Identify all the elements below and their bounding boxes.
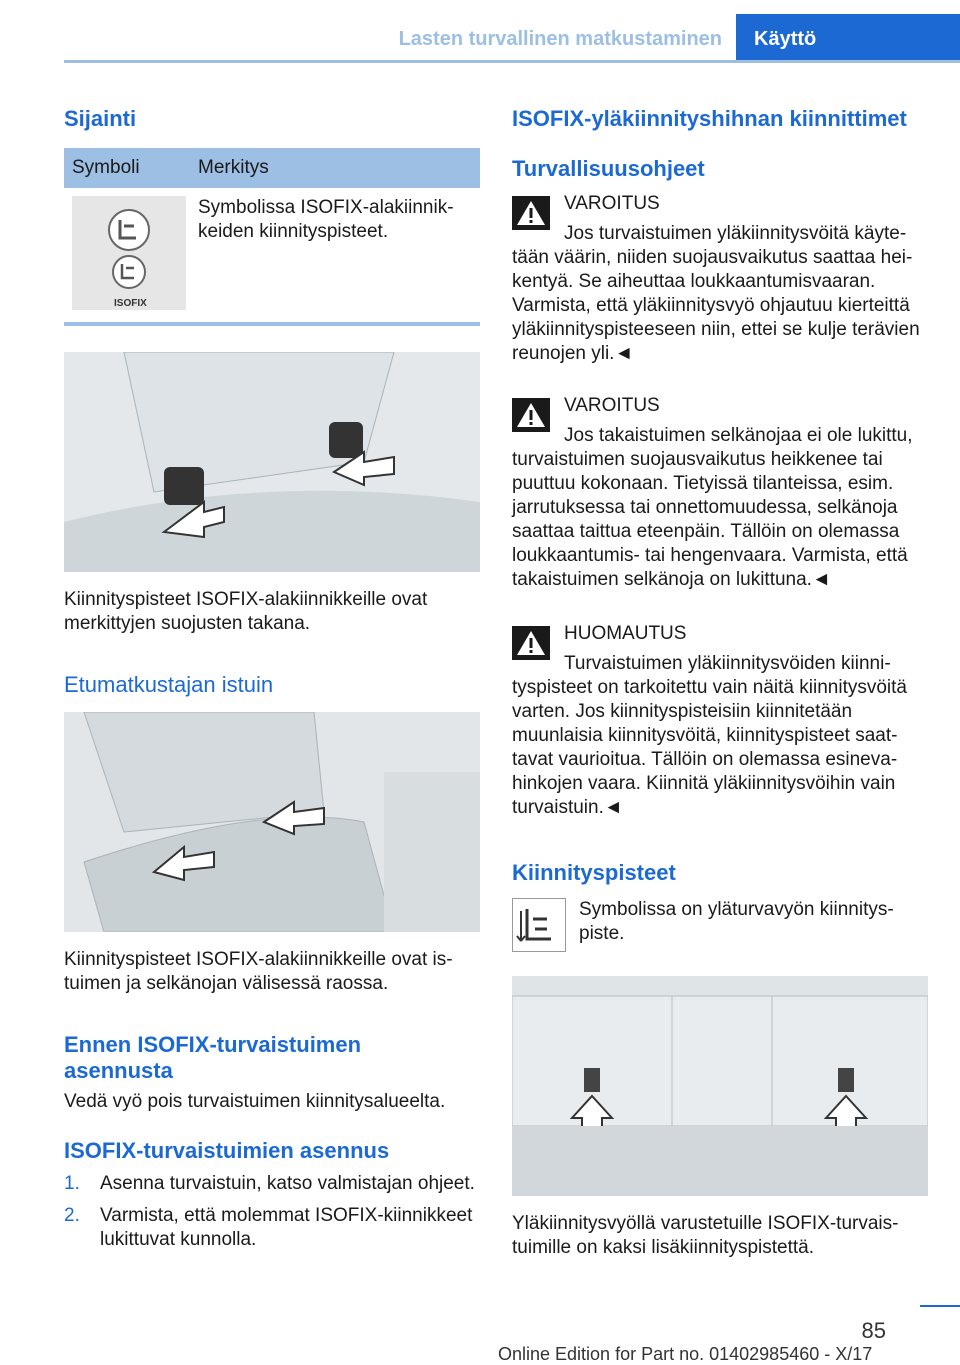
right-heading: ISOFIX-yläkiinnityshihnan kiinnittimet: [512, 106, 907, 131]
caption-front-seat: Kiinnityspisteet ISOFIX-alakiinnikkeille ovat istuimen ja selkänojan välisessä raossa.: [64, 949, 453, 994]
step-number: 2.: [64, 1205, 80, 1226]
step-text: Asenna turvaistuin, katso valmistajan ohjeet.: [100, 1173, 475, 1194]
warning2-label: VAROITUS: [564, 395, 660, 416]
warning1-label: VAROITUS: [564, 193, 660, 214]
anchor-heading: Kiinnityspisteet: [512, 860, 676, 885]
caption-rear-seat: Kiinnityspisteet ISOFIX-alakiinnikkeille ovat merkittyjen suojusten takana.: [64, 589, 428, 634]
table-bottom-rule: [64, 322, 480, 326]
step-text: Varmista, että molemmat ISOFIX-kiinnikkeet lukittuvat kunnolla.: [100, 1205, 473, 1250]
footer-rule: [920, 1305, 960, 1307]
list-item: [64, 1172, 484, 1196]
isofix-label: ISOFIX: [114, 298, 147, 309]
header-section-title: Lasten turvallinen matkustaminen: [398, 28, 722, 50]
before-install-text: Vedä vyö pois turvaistuimen kiinnitysalueelta.: [64, 1091, 446, 1112]
warning1-text: Jos turvaistuimen yläkiinnitysvöitä käytetään väärin, niiden suojausvaikutus saattaa heikentyä. Se aiheuttaa loukkaantumisvaaran. Varmista, että yläkiinnitysvyö ohjautuu kierteittä yläkiinnityspisteeseen niin, ettei se kulje terävien reunojen yli.◄: [512, 223, 920, 364]
footer-edition: Online Edition for Part no. 01402985460 - X/17: [498, 1344, 873, 1364]
notice-text: Turvaistuimen yläkiinnitysvöiden kiinnityspisteet on tarkoitettu vain näitä kiinnitysvöitä varten. Jos kiinnityspisteisiin kiinnitetään muunlaisia kiinnitysvöitä, kiinnityspisteet saattavat vaurioitua. Tällöin on olemassa esinevahinkojen vaara. Kiinnitä yläkiinnitysvöihin vain turvaistuin.◄: [512, 653, 907, 818]
safety-heading: Turvallisuusohjeet: [512, 156, 705, 181]
sijainti-heading: Sijainti: [64, 106, 137, 131]
notice-label: HUOMAUTUS: [564, 623, 687, 644]
top-tether-icon: [512, 898, 566, 952]
front-seat-isofix-photo: [64, 712, 480, 932]
symbol-meaning: Symbolissa ISOFIX-alakiinnikkeiden kiinnityspisteet.: [198, 197, 454, 242]
warning2-text: Jos takaistuimen selkänojaa ei ole lukittu, turvaistuimen suojausvaikutus heikkenee tai puuttuu kokonaan. Tietyissä tilanteissa, esim. jarrutuksessa tai onnettomuudessa, selkänoja saattaa taittua eteenpäin. Tällöin on olemassa loukkaantumis- tai hengenvaara. Varmista, että takaistuimen selkänoja on lukittuna.◄: [512, 425, 913, 590]
isofix-symbol-icon: [72, 196, 186, 310]
install-heading: ISOFIX-turvaistuimien asennus: [64, 1138, 390, 1163]
before-install-heading: Ennen ISOFIX-turvaistuimen asennusta: [64, 1032, 362, 1083]
header-rule: [64, 60, 960, 63]
front-seat-heading: Etumatkustajan istuin: [64, 672, 274, 697]
page-header: [0, 0, 960, 64]
list-item: [64, 1204, 484, 1252]
caption-top-tether: Yläkiinnitysvyöllä varustetuille ISOFIX-turvaistuimille on kaksi lisäkiinnityspistettä.: [512, 1213, 899, 1258]
anchor-text: Symbolissa on yläturvavyön kiinnityspiste.: [579, 899, 894, 944]
install-steps: [64, 1172, 484, 1260]
meaning-col-header: Merkitys: [190, 148, 480, 188]
top-tether-photo: [512, 976, 928, 1196]
symbol-col-header: Symboli: [64, 148, 190, 188]
header-tab: Käyttö: [736, 14, 960, 63]
symbol-table: [64, 148, 480, 310]
rear-seat-isofix-photo: [64, 352, 480, 572]
step-number: 1.: [64, 1173, 80, 1194]
page-number: 85: [861, 1318, 886, 1343]
